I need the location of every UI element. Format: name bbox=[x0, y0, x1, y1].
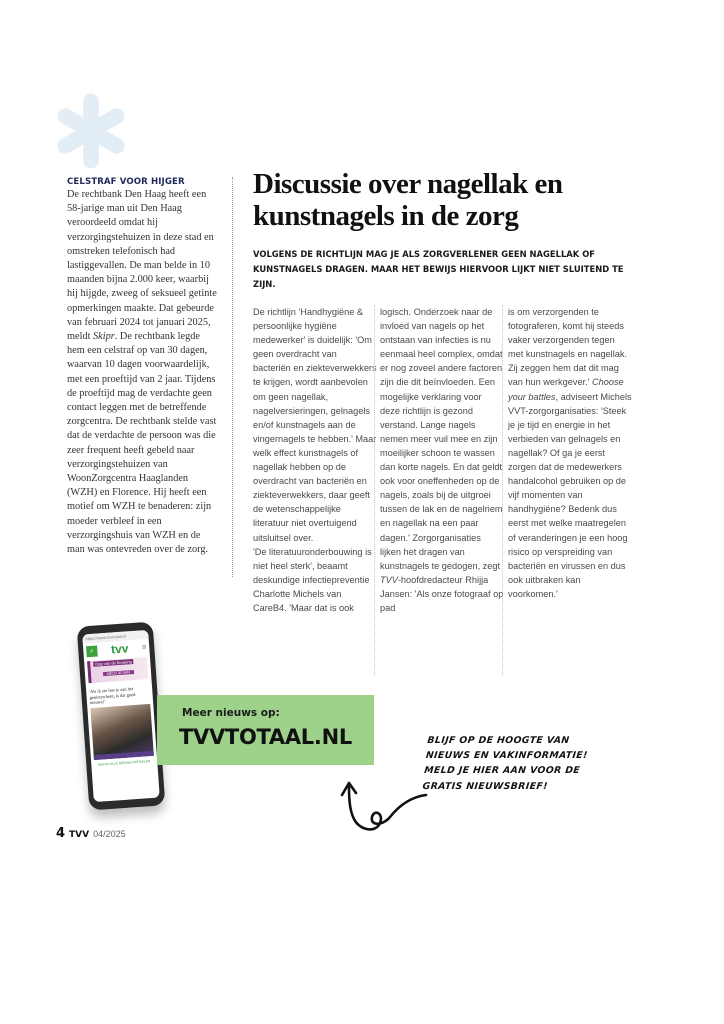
page-folio bbox=[56, 826, 126, 841]
column-rule bbox=[502, 305, 503, 675]
sidebar-body-text-2: . De rechtbank legde hem een celstraf op van 30 dagen, waarvan 10 dagen voorwaardelijk, met een proeftijd van 2 jaar. Tijdens de proeftijd mag de verdachte geen contact leggen met de betreffende zorgcentra. De rechtbank stelde vast dat de verdachte de persoon was die zeer frequent heeft gebeld naar verzorgingstehuizen van WoonZorgcentra Haaglanden (WZH) en Florence. Hij heeft een motief om WZH te benaderen: zijn moeder verbleef in een verzorgingshuis van WZH en de man was ontevreden over de zorg. bbox=[67, 331, 217, 556]
newsletter-callout bbox=[422, 733, 658, 794]
callout-line: GRATIS NIEUWSBRIEF! bbox=[422, 780, 549, 792]
phone-banner bbox=[87, 657, 148, 683]
asterisk-decoration-icon bbox=[52, 92, 130, 170]
magazine-brand: TVV bbox=[69, 830, 90, 840]
search-icon: ⌕ bbox=[86, 645, 98, 657]
phone-url-bar: https://www.tvvtotaal.nl bbox=[82, 630, 148, 644]
callout-line: MELD JE HIER AAN VOOR DE bbox=[423, 765, 581, 777]
column-1-paragraph-2: 'De literatuuronderbouwing is niet heel sterk', beaamt deskundige infectiepreventie Charlotte Michels van CareB4. 'Maar dat is ook bbox=[253, 546, 372, 613]
column-divider bbox=[232, 177, 233, 577]
promo-subtitle: Meer nieuws op: bbox=[182, 707, 280, 719]
banner-title: Dag van de Ervaring bbox=[95, 659, 132, 667]
column-3-italic: Choose your battles bbox=[508, 377, 624, 402]
article-column-2 bbox=[380, 305, 504, 615]
column-rule bbox=[374, 305, 375, 675]
article-column-1 bbox=[253, 305, 377, 615]
sidebar-source: Skipr bbox=[93, 331, 115, 343]
sidebar-news-item bbox=[67, 177, 217, 557]
callout-line: BLIJF OP DE HOOGTE VAN bbox=[426, 735, 571, 746]
phone-teaser: 'Als ik zie hoe je aan het genieten bent, is dat goed nieuws!' bbox=[89, 686, 136, 706]
article-headline: Discussie over nagellak en kunstnagels in de zorg bbox=[253, 168, 563, 232]
article-lead: VOLGENS DE RICHTLIJN MAG JE ALS ZORGVERLENER GEEN NAGELLAK OF KUNSTNAGELS DRAGEN. MAAR HET BEWIJS HIERVOOR LIJKT NIET SLUITEND TE ZIJN. bbox=[253, 249, 624, 289]
phone-footer-link: BEKIJK ALLE NIEUWS-ARTIKELEN bbox=[98, 758, 151, 767]
phone-mockup-image bbox=[77, 622, 166, 811]
column-3-text-2: , adviseert Michels VVT-zorgorganisaties: 'Steek je je tijd en energie in het verbieden van gelnagels en nagellak? Of ga je eerst zorgen dat de medewerkers handalcohol gebruiken op de vijf momenten van handhygiëne? Bedenk dus eerst met welke maatregelen of veranderingen je een hoog risico op verspreiding van bacteriën en virussen en dus ook uitbraken kan voorkomen.' bbox=[508, 391, 632, 599]
article-column-3 bbox=[508, 305, 632, 601]
column-1-paragraph-1: De richtlijn 'Handhygiëne & persoonlijke hygiëne medewerker' is duidelijk: 'Om geen overdracht van bacteriën en ziekteverwekkers te krijgen, wordt aanbevolen om geen nagellak, nagelversieringen, gelnagels en/of kunstnagels aan de vingernagels te hebben.' Maar welk effect kunstnagels of nagellak hebben op de overdracht van bacteriën en ziekteverwekkers, daar geeft de wetenschappelijke literatuur niet overtuigend uitsluitsel over. bbox=[253, 307, 377, 543]
phone-photo bbox=[90, 703, 153, 759]
hamburger-menu-icon: ≡ bbox=[141, 643, 147, 651]
sidebar-body-text-1: De rechtbank Den Haag heeft een 58-jarige man uit Den Haag veroordeeld omdat hij verzorgingstehuizen in deze stad en omstreken telefonisch had lastiggevallen. De man belde in 10 maanden bijna 2.000 keer, waarbij hij hijgde, zweeg of seksueel getinte opmerkingen maakte. Dat gebeurde van februari 2024 tot januari 2025, meldt bbox=[67, 189, 217, 343]
column-2-text-1: logisch. Onderzoek naar de invloed van nagels op het ontstaan van infecties is nu eenmaal heel complex, omdat er nog zoveel andere factoren zijn die dit beïnvloeden. Een mogelijke verklaring voor deze richtlijn is gezond verstand. Lange nagels nemen meer vuil mee en zijn moeilijker schoon te wassen dan korte nagels. En dat geldt ook voor oneffenheden op de nagels, zoals bij de uitgroei tussen de lak en de nagelriem en nagellak na een paar dagen.' Zorgorganisaties lijken het dragen van kunstnagels te gedogen, zegt bbox=[380, 307, 503, 571]
sidebar-body bbox=[67, 188, 217, 557]
site-logo: tvv bbox=[110, 641, 129, 657]
column-2-text-2: -hoofdredacteur Rhijja Jansen: 'Als onze fotograaf op pad bbox=[380, 574, 504, 613]
issue-number: 04/2025 bbox=[93, 829, 126, 839]
column-2-italic: TVV bbox=[380, 574, 398, 585]
promo-url-link[interactable]: TVVTOTAAL.NL bbox=[179, 725, 352, 749]
sidebar-title: CELSTRAF VOOR HIJGER bbox=[67, 177, 185, 187]
promo-box bbox=[157, 695, 374, 765]
callout-line: NIEUWS EN VAKINFORMATIE! bbox=[425, 750, 589, 762]
phone-screen bbox=[82, 630, 160, 802]
banner-button: MELD JE AAN bbox=[103, 670, 134, 676]
column-3-text-1: is om verzorgenden te fotograferen, komt hij steeds vaker verzorgenden tegen met kunstnagels en nagellak. Zij zeggen hem dat dit mag van hun werkgever.' bbox=[508, 307, 628, 388]
page-number: 4 bbox=[56, 826, 66, 841]
curly-arrow-icon bbox=[340, 775, 430, 835]
